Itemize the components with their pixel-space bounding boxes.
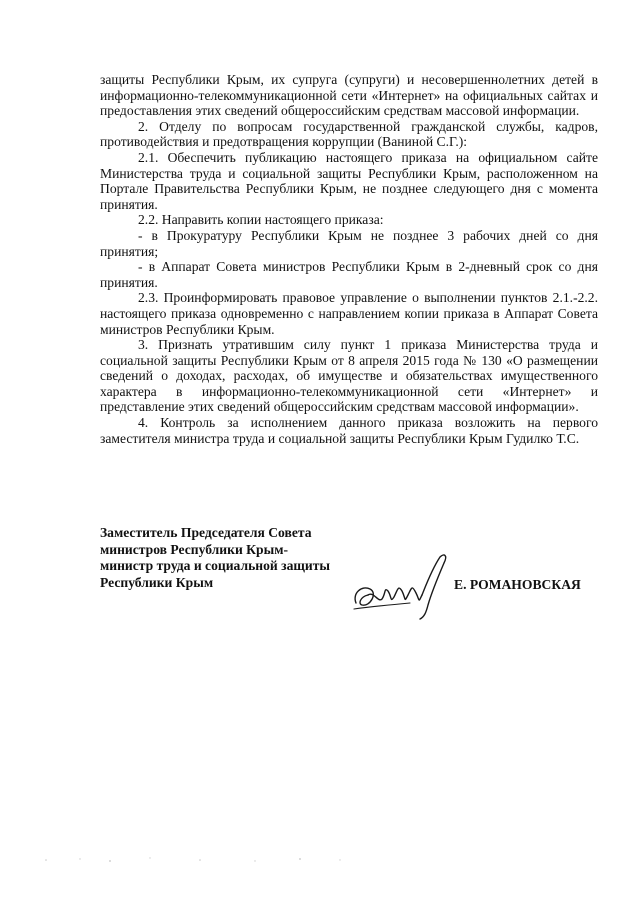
signatory-title	[100, 525, 380, 591]
signatory-name: Е. РОМАНОВСКАЯ	[454, 577, 581, 592]
signatory-title-line: министр труда и социальной защиты	[100, 558, 331, 573]
signatory-title-line: Заместитель Председателя Совета	[100, 525, 312, 540]
handwritten-signature	[348, 545, 458, 625]
signature-block	[100, 525, 600, 625]
paragraph-item-2-2: 2.2. Направить копии настоящего приказа:	[138, 212, 384, 228]
paragraph-item-3: 3. Признать утратившим силу пункт 1 приказа Министерства труда и социальной защиты Республики Крым от 8 апреля 2015 года № 130 «О размещении сведений о доходах, расходах, об имуществе и обязательствах имущественного характера в информационно-телекоммуникационной сети «Интернет» и представление этих сведений общероссийским средствам массовой информации».	[100, 337, 598, 415]
signatory-title-line: министров Республики Крым-	[100, 541, 288, 557]
paragraph-item-2-1: 2.1. Обеспечить публикацию настоящего приказа на официальном сайте Министерства труда и социальной защиты Республики Крым, расположенном на Портале Правительства Республики Крым, не позднее следующего дня с момента принятия.	[100, 149, 598, 212]
paragraph-item-2-3: 2.3. Проинформировать правовое управление о выполнении пунктов 2.1.-2.2. настоящего приказа одновременно с направлением копии приказа в Аппарат Совета министров Республики Крым.	[100, 290, 598, 337]
paragraph-continuation: защиты Республики Крым, их супруга (супруги) и несовершеннолетних детей в информационно-телекоммуникационной сети «Интернет» на официальных сайтах и предоставления этих сведений общероссийским средствам массовой информации.	[100, 72, 598, 119]
signatory-title-line: Республики Крым	[100, 574, 214, 590]
paragraph-item-4: 4. Контроль за исполнением данного приказа возложить на первого заместителя министра труда и социальной защиты Республики Крым Гудилко Т.С.	[100, 415, 598, 446]
document-body	[100, 72, 598, 446]
paragraph-item-2: 2. Отделу по вопросам государственной гражданской службы, кадров, противодействия и предотвращения коррупции (Ваниной С.Г.):	[100, 118, 598, 150]
paragraph-item-2-2-prosecutor: - в Прокуратуру Республики Крым не позднее 3 рабочих дней со дня принятия;	[100, 227, 598, 259]
paragraph-item-2-2-council: - в Аппарат Совета министров Республики Крым в 2-дневный срок со дня принятия.	[100, 259, 598, 290]
scan-artifact	[40, 852, 560, 866]
